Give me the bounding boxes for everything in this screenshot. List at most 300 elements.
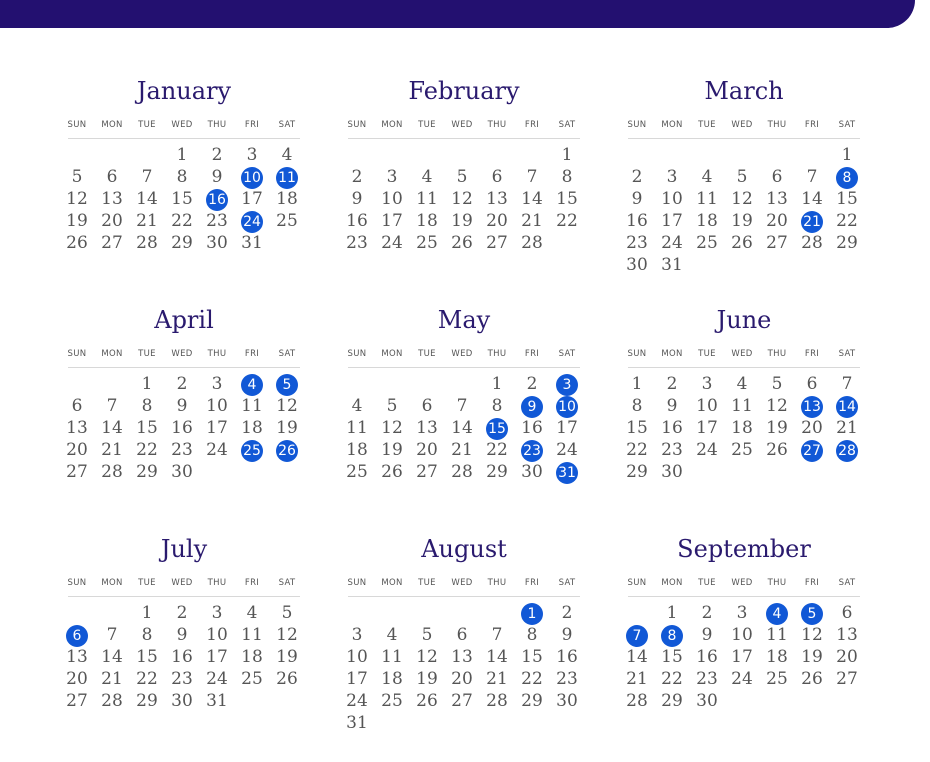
day-cell[interactable] — [480, 166, 514, 188]
day-cell[interactable] — [270, 417, 304, 439]
day-cell[interactable] — [655, 232, 689, 254]
day-cell[interactable] — [620, 373, 654, 395]
day-cell[interactable] — [830, 417, 864, 439]
highlighted-day[interactable] — [655, 624, 689, 646]
day-cell[interactable] — [60, 232, 94, 254]
day-number: 19 — [766, 418, 788, 438]
weekday-label: MON — [101, 578, 123, 588]
day-cell[interactable] — [130, 461, 164, 483]
day-cell[interactable] — [130, 417, 164, 439]
day-cell[interactable] — [235, 417, 269, 439]
day-cell[interactable] — [480, 461, 514, 483]
day-cell[interactable] — [480, 232, 514, 254]
day-cell[interactable] — [165, 210, 199, 232]
weekday-label: TUE — [138, 120, 156, 130]
day-cell[interactable] — [760, 373, 794, 395]
day-cell[interactable] — [445, 461, 479, 483]
day-cell[interactable] — [795, 166, 829, 188]
day-cell[interactable] — [515, 668, 549, 690]
day-cell[interactable] — [480, 373, 514, 395]
day-cell[interactable] — [200, 602, 234, 624]
day-cell[interactable] — [655, 602, 689, 624]
day-cell[interactable] — [410, 690, 444, 712]
day-cell[interactable] — [795, 188, 829, 210]
day-cell[interactable] — [60, 646, 94, 668]
highlighted-day[interactable] — [270, 166, 304, 188]
day-cell[interactable] — [690, 373, 724, 395]
day-cell[interactable] — [725, 602, 759, 624]
month-title: September — [677, 535, 811, 563]
day-cell[interactable] — [550, 668, 584, 690]
day-cell[interactable] — [340, 712, 374, 734]
day-cell[interactable] — [445, 646, 479, 668]
day-cell[interactable] — [690, 439, 724, 461]
day-cell[interactable] — [375, 417, 409, 439]
weekday-label: MON — [661, 349, 683, 359]
day-cell[interactable] — [130, 646, 164, 668]
day-cell[interactable] — [200, 417, 234, 439]
day-cell[interactable] — [130, 188, 164, 210]
day-cell[interactable] — [795, 668, 829, 690]
day-cell[interactable] — [655, 417, 689, 439]
day-cell[interactable] — [655, 439, 689, 461]
day-cell[interactable] — [410, 232, 444, 254]
day-cell[interactable] — [95, 232, 129, 254]
day-cell[interactable] — [410, 439, 444, 461]
day-cell[interactable] — [200, 373, 234, 395]
day-cell[interactable] — [235, 144, 269, 166]
day-cell[interactable] — [830, 668, 864, 690]
day-cell[interactable] — [165, 232, 199, 254]
day-cell[interactable] — [760, 232, 794, 254]
day-number: 1 — [666, 603, 678, 623]
day-number: 13 — [486, 189, 508, 209]
day-cell[interactable] — [95, 668, 129, 690]
day-cell[interactable] — [445, 690, 479, 712]
day-cell[interactable] — [130, 395, 164, 417]
day-cell[interactable] — [375, 690, 409, 712]
day-cell[interactable] — [410, 646, 444, 668]
day-cell[interactable] — [410, 395, 444, 417]
day-cell[interactable] — [690, 188, 724, 210]
day-cell[interactable] — [690, 395, 724, 417]
day-cell[interactable] — [165, 602, 199, 624]
day-cell[interactable] — [550, 646, 584, 668]
day-cell[interactable] — [725, 166, 759, 188]
day-cell[interactable] — [620, 690, 654, 712]
day-cell[interactable] — [830, 602, 864, 624]
day-cell[interactable] — [375, 646, 409, 668]
day-cell[interactable] — [655, 395, 689, 417]
day-cell[interactable] — [200, 210, 234, 232]
day-cell[interactable] — [375, 395, 409, 417]
day-cell[interactable] — [620, 395, 654, 417]
day-cell[interactable] — [550, 188, 584, 210]
highlighted-day[interactable] — [760, 602, 794, 624]
day-cell[interactable] — [410, 461, 444, 483]
day-cell[interactable] — [95, 210, 129, 232]
highlighted-day[interactable] — [550, 461, 584, 483]
day-cell[interactable] — [515, 461, 549, 483]
day-cell[interactable] — [130, 439, 164, 461]
day-cell[interactable] — [95, 690, 129, 712]
day-cell[interactable] — [550, 602, 584, 624]
day-cell[interactable] — [60, 395, 94, 417]
day-cell[interactable] — [95, 188, 129, 210]
day-cell[interactable] — [60, 461, 94, 483]
day-cell[interactable] — [375, 166, 409, 188]
day-cell[interactable] — [620, 417, 654, 439]
highlighted-day[interactable] — [795, 439, 829, 461]
day-cell[interactable] — [60, 166, 94, 188]
day-cell[interactable] — [655, 646, 689, 668]
day-cell[interactable] — [375, 439, 409, 461]
day-cell[interactable] — [795, 232, 829, 254]
day-cell[interactable] — [690, 690, 724, 712]
day-cell[interactable] — [830, 624, 864, 646]
day-cell[interactable] — [515, 624, 549, 646]
day-cell[interactable] — [165, 690, 199, 712]
day-number: 20 — [801, 418, 823, 438]
day-cell[interactable] — [830, 210, 864, 232]
weekday-label: WED — [451, 120, 473, 130]
highlighted-day[interactable] — [270, 373, 304, 395]
day-cell[interactable] — [760, 166, 794, 188]
day-cell[interactable] — [620, 646, 654, 668]
day-cell[interactable] — [200, 668, 234, 690]
day-cell[interactable] — [480, 690, 514, 712]
day-cell[interactable] — [655, 210, 689, 232]
day-cell[interactable] — [340, 624, 374, 646]
day-cell[interactable] — [550, 210, 584, 232]
day-cell[interactable] — [445, 439, 479, 461]
day-cell[interactable] — [515, 373, 549, 395]
day-cell[interactable] — [200, 646, 234, 668]
day-cell[interactable] — [795, 646, 829, 668]
day-cell[interactable] — [410, 210, 444, 232]
day-cell[interactable] — [410, 668, 444, 690]
day-cell[interactable] — [165, 646, 199, 668]
day-cell[interactable] — [620, 439, 654, 461]
day-cell[interactable] — [60, 668, 94, 690]
day-cell[interactable] — [270, 646, 304, 668]
day-cell[interactable] — [725, 232, 759, 254]
day-cell[interactable] — [620, 254, 654, 276]
weekday-label: SUN — [67, 578, 87, 588]
day-cell[interactable] — [200, 690, 234, 712]
day-cell[interactable] — [690, 668, 724, 690]
day-cell[interactable] — [690, 417, 724, 439]
day-cell[interactable] — [165, 668, 199, 690]
day-cell[interactable] — [760, 624, 794, 646]
day-cell[interactable] — [760, 646, 794, 668]
day-cell[interactable] — [830, 373, 864, 395]
day-cell[interactable] — [340, 439, 374, 461]
day-cell[interactable] — [165, 417, 199, 439]
day-cell[interactable] — [620, 232, 654, 254]
day-cell[interactable] — [235, 624, 269, 646]
day-cell[interactable] — [690, 646, 724, 668]
day-cell[interactable] — [340, 461, 374, 483]
day-cell[interactable] — [340, 646, 374, 668]
day-cell[interactable] — [130, 232, 164, 254]
day-cell[interactable] — [760, 210, 794, 232]
day-cell[interactable] — [725, 646, 759, 668]
day-cell[interactable] — [165, 166, 199, 188]
highlighted-day[interactable] — [795, 210, 829, 232]
highlighted-day[interactable] — [550, 373, 584, 395]
day-cell[interactable] — [375, 624, 409, 646]
day-cell[interactable] — [235, 395, 269, 417]
day-cell[interactable] — [410, 417, 444, 439]
day-cell[interactable] — [200, 439, 234, 461]
day-cell[interactable] — [480, 624, 514, 646]
day-number: 15 — [486, 418, 508, 440]
weekday-label: WED — [171, 578, 193, 588]
weekday-label: SAT — [558, 120, 576, 130]
day-number: 7 — [806, 167, 818, 187]
day-cell[interactable] — [515, 417, 549, 439]
day-cell[interactable] — [165, 461, 199, 483]
day-cell[interactable] — [200, 624, 234, 646]
day-cell[interactable] — [655, 254, 689, 276]
day-cell[interactable] — [445, 417, 479, 439]
day-cell[interactable] — [95, 166, 129, 188]
day-cell[interactable] — [235, 602, 269, 624]
day-number: 1 — [491, 374, 503, 394]
day-cell[interactable] — [725, 373, 759, 395]
day-cell[interactable] — [200, 166, 234, 188]
day-cell[interactable] — [410, 624, 444, 646]
day-cell[interactable] — [410, 188, 444, 210]
day-cell[interactable] — [725, 668, 759, 690]
day-cell[interactable] — [445, 668, 479, 690]
day-cell[interactable] — [375, 461, 409, 483]
day-cell[interactable] — [550, 166, 584, 188]
day-number: 13 — [801, 396, 823, 418]
day-cell[interactable] — [550, 417, 584, 439]
day-cell[interactable] — [95, 439, 129, 461]
day-cell[interactable] — [725, 210, 759, 232]
highlighted-day[interactable] — [550, 395, 584, 417]
highlighted-day[interactable] — [795, 395, 829, 417]
day-cell[interactable] — [655, 188, 689, 210]
day-cell[interactable] — [165, 188, 199, 210]
day-number: 11 — [731, 396, 753, 416]
day-cell[interactable] — [235, 646, 269, 668]
day-cell[interactable] — [725, 439, 759, 461]
highlighted-day[interactable] — [830, 395, 864, 417]
day-cell[interactable] — [795, 417, 829, 439]
day-number: 17 — [206, 418, 228, 438]
day-cell[interactable] — [340, 668, 374, 690]
day-cell[interactable] — [445, 166, 479, 188]
day-cell[interactable] — [690, 166, 724, 188]
day-cell[interactable] — [165, 624, 199, 646]
day-cell[interactable] — [690, 602, 724, 624]
day-cell[interactable] — [95, 395, 129, 417]
day-cell[interactable] — [375, 188, 409, 210]
day-cell[interactable] — [830, 646, 864, 668]
day-cell[interactable] — [760, 439, 794, 461]
day-cell[interactable] — [480, 668, 514, 690]
day-cell[interactable] — [340, 166, 374, 188]
day-cell[interactable] — [235, 188, 269, 210]
day-number: 10 — [661, 189, 683, 209]
day-cell[interactable] — [165, 144, 199, 166]
day-cell[interactable] — [480, 188, 514, 210]
day-cell[interactable] — [375, 668, 409, 690]
highlighted-day[interactable] — [515, 395, 549, 417]
day-cell[interactable] — [480, 395, 514, 417]
day-cell[interactable] — [725, 395, 759, 417]
day-cell[interactable] — [270, 144, 304, 166]
day-number: 11 — [381, 647, 403, 667]
day-cell[interactable] — [550, 439, 584, 461]
day-cell[interactable] — [95, 417, 129, 439]
day-cell[interactable] — [515, 166, 549, 188]
day-cell[interactable] — [200, 395, 234, 417]
highlighted-day[interactable] — [200, 188, 234, 210]
day-cell[interactable] — [445, 232, 479, 254]
day-cell[interactable] — [795, 373, 829, 395]
day-cell[interactable] — [620, 188, 654, 210]
day-cell[interactable] — [375, 232, 409, 254]
day-cell[interactable] — [270, 624, 304, 646]
day-cell[interactable] — [200, 232, 234, 254]
day-cell[interactable] — [550, 690, 584, 712]
day-cell[interactable] — [165, 439, 199, 461]
day-cell[interactable] — [410, 166, 444, 188]
day-number: 8 — [141, 396, 153, 416]
day-cell[interactable] — [340, 232, 374, 254]
day-cell[interactable] — [340, 210, 374, 232]
day-cell[interactable] — [655, 373, 689, 395]
day-cell[interactable] — [690, 624, 724, 646]
day-cell[interactable] — [270, 210, 304, 232]
day-cell[interactable] — [760, 417, 794, 439]
day-cell[interactable] — [60, 690, 94, 712]
day-cell[interactable] — [550, 144, 584, 166]
highlighted-day[interactable] — [235, 439, 269, 461]
day-cell[interactable] — [655, 166, 689, 188]
day-cell[interactable] — [130, 690, 164, 712]
day-cell[interactable] — [130, 602, 164, 624]
day-cell[interactable] — [550, 624, 584, 646]
day-number: 22 — [171, 211, 193, 231]
highlighted-day[interactable] — [515, 439, 549, 461]
highlighted-day[interactable] — [830, 166, 864, 188]
day-cell[interactable] — [270, 395, 304, 417]
day-cell[interactable] — [130, 624, 164, 646]
day-cell[interactable] — [95, 461, 129, 483]
day-cell[interactable] — [130, 668, 164, 690]
day-cell[interactable] — [760, 188, 794, 210]
highlighted-day[interactable] — [795, 602, 829, 624]
day-cell[interactable] — [95, 646, 129, 668]
day-cell[interactable] — [690, 210, 724, 232]
day-cell[interactable] — [60, 210, 94, 232]
day-cell[interactable] — [690, 232, 724, 254]
day-cell[interactable] — [620, 461, 654, 483]
day-cell[interactable] — [340, 188, 374, 210]
day-cell[interactable] — [760, 395, 794, 417]
day-cell[interactable] — [795, 624, 829, 646]
day-cell[interactable] — [620, 210, 654, 232]
day-number: 16 — [171, 418, 193, 438]
day-cell[interactable] — [60, 439, 94, 461]
day-cell[interactable] — [725, 624, 759, 646]
day-cell[interactable] — [830, 188, 864, 210]
day-cell[interactable] — [270, 602, 304, 624]
day-cell[interactable] — [620, 166, 654, 188]
highlighted-day[interactable] — [480, 417, 514, 439]
day-cell[interactable] — [165, 373, 199, 395]
day-cell[interactable] — [95, 624, 129, 646]
day-cell[interactable] — [200, 144, 234, 166]
day-cell[interactable] — [655, 461, 689, 483]
highlighted-day[interactable] — [830, 439, 864, 461]
day-cell[interactable] — [725, 188, 759, 210]
highlighted-day[interactable] — [235, 210, 269, 232]
day-cell[interactable] — [130, 373, 164, 395]
day-number: 28 — [521, 233, 543, 253]
day-cell[interactable] — [515, 188, 549, 210]
day-number: 12 — [801, 625, 823, 645]
day-cell[interactable] — [655, 690, 689, 712]
day-cell[interactable] — [445, 188, 479, 210]
day-cell[interactable] — [340, 690, 374, 712]
day-cell[interactable] — [760, 668, 794, 690]
day-cell[interactable] — [480, 646, 514, 668]
highlighted-day[interactable] — [515, 602, 549, 624]
day-cell[interactable] — [445, 210, 479, 232]
day-cell[interactable] — [620, 668, 654, 690]
day-cell[interactable] — [340, 417, 374, 439]
highlighted-day[interactable] — [270, 439, 304, 461]
day-cell[interactable] — [480, 439, 514, 461]
day-cell[interactable] — [130, 166, 164, 188]
day-cell[interactable] — [725, 417, 759, 439]
day-cell[interactable] — [340, 395, 374, 417]
weekday-label: THU — [207, 349, 227, 359]
day-cell[interactable] — [130, 210, 164, 232]
day-number: 25 — [766, 669, 788, 689]
day-cell[interactable] — [515, 210, 549, 232]
day-cell[interactable] — [480, 210, 514, 232]
day-cell[interactable] — [60, 417, 94, 439]
day-cell[interactable] — [655, 668, 689, 690]
highlighted-day[interactable] — [235, 166, 269, 188]
day-cell[interactable] — [235, 668, 269, 690]
day-cell[interactable] — [445, 624, 479, 646]
highlighted-day[interactable] — [235, 373, 269, 395]
day-cell[interactable] — [515, 646, 549, 668]
day-cell[interactable] — [515, 690, 549, 712]
highlighted-day[interactable] — [620, 624, 654, 646]
day-cell[interactable] — [515, 232, 549, 254]
day-cell[interactable] — [235, 232, 269, 254]
highlighted-day[interactable] — [60, 624, 94, 646]
day-cell[interactable] — [445, 395, 479, 417]
day-cell[interactable] — [375, 210, 409, 232]
day-cell[interactable] — [165, 395, 199, 417]
day-cell[interactable] — [830, 144, 864, 166]
day-cell[interactable] — [830, 232, 864, 254]
day-cell[interactable] — [270, 668, 304, 690]
day-cell[interactable] — [60, 188, 94, 210]
day-cell[interactable] — [270, 188, 304, 210]
